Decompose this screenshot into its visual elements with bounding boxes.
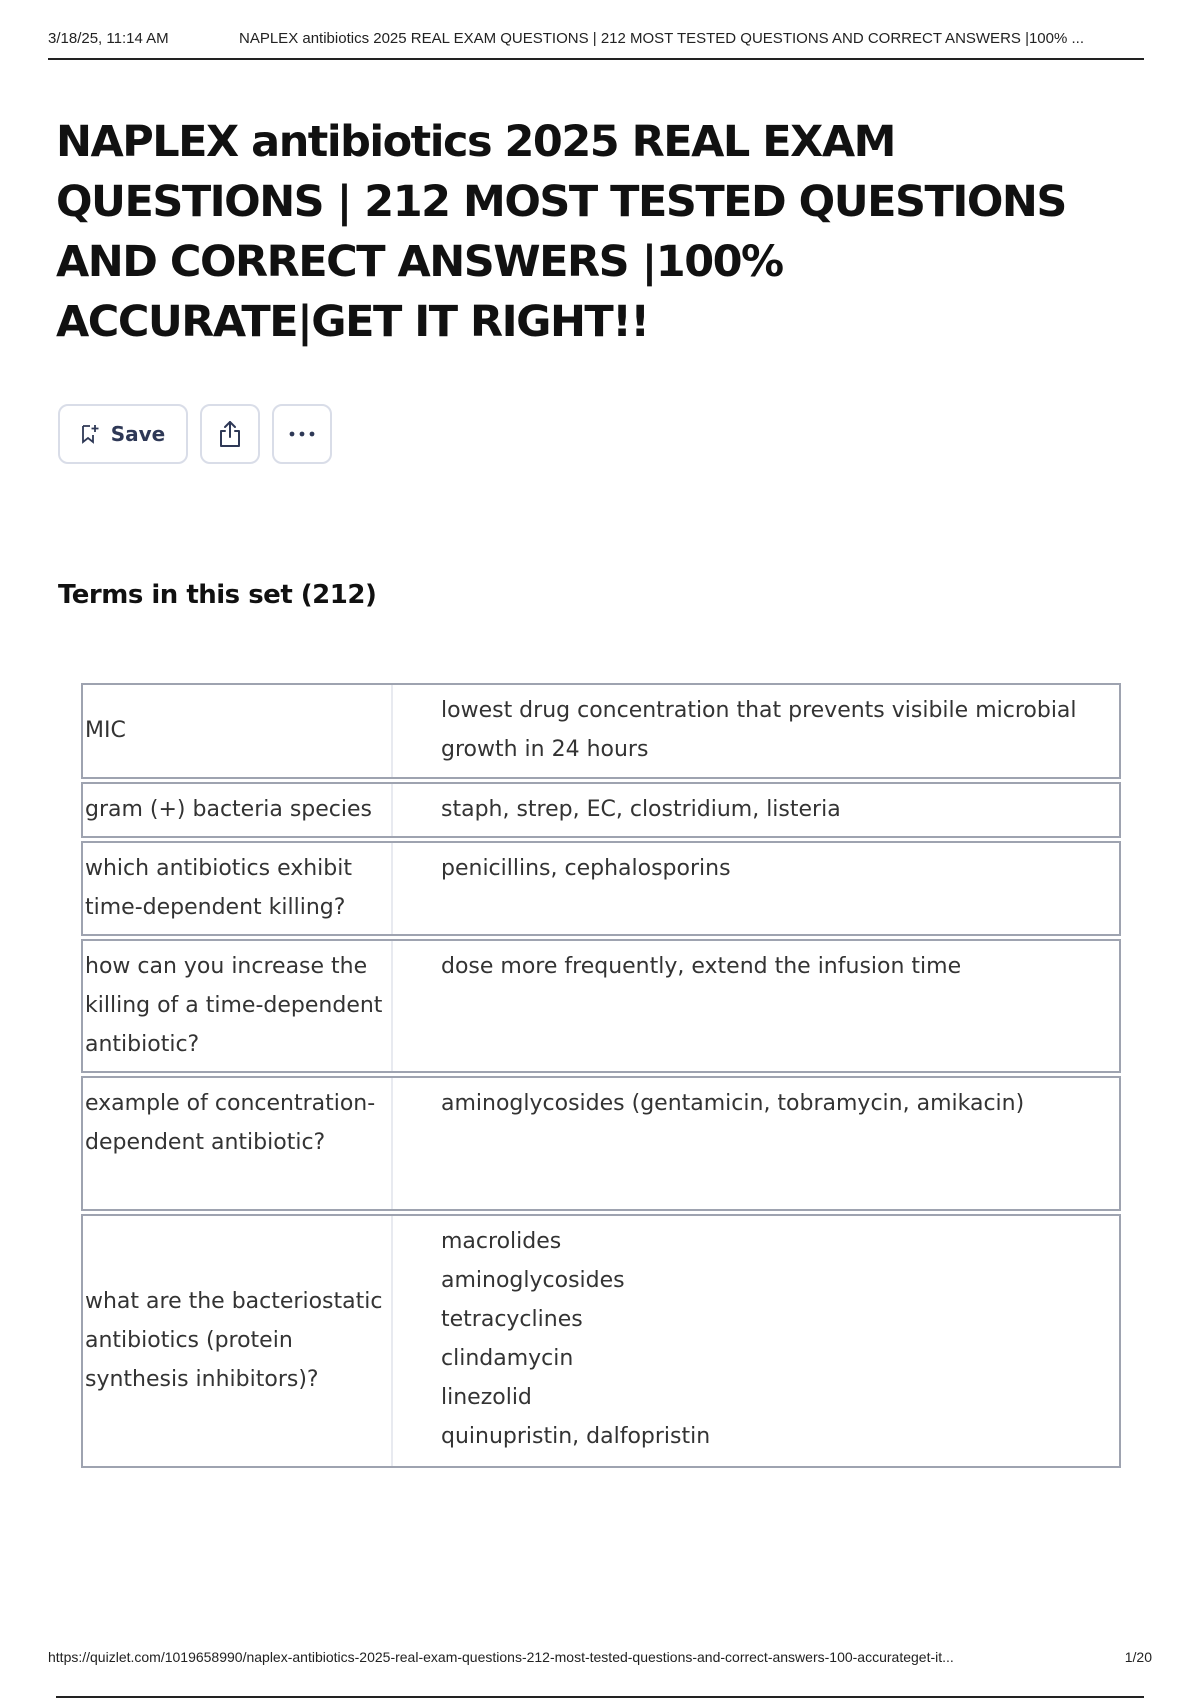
definition-line: dose more frequently, extend the infusion time — [441, 954, 962, 979]
definition-text — [393, 1078, 1119, 1209]
save-button-label: Save — [110, 422, 166, 446]
term-card — [81, 841, 1121, 936]
print-datetime: 3/18/25, 11:14 AM — [48, 30, 169, 47]
definition-line: penicillins, cephalosporins — [441, 856, 731, 881]
print-header — [48, 30, 1144, 60]
print-document-title: NAPLEX antibiotics 2025 REAL EXAM QUESTIONS | 212 MOST TESTED QUESTIONS AND CORRECT ANSWERS |100% ... — [239, 30, 1085, 47]
term-text: how can you increase the killing of a time-dependent antibiotic? — [83, 941, 393, 1071]
definition-line: quinupristin, dalfopristin — [441, 1424, 711, 1449]
save-button[interactable] — [58, 404, 188, 464]
term-text: MIC — [83, 685, 393, 777]
term-text: which antibiotics exhibit time-dependent killing? — [83, 843, 393, 934]
definition-line: clindamycin — [441, 1346, 574, 1371]
term-text: what are the bacteriostatic antibiotics (protein synthesis inhibitors)? — [83, 1216, 393, 1466]
definition-text — [393, 1216, 1119, 1466]
share-button[interactable] — [200, 404, 260, 464]
term-card — [81, 939, 1121, 1073]
term-card — [81, 1076, 1121, 1211]
definition-line: staph, strep, EC, clostridium, listeria — [441, 797, 841, 822]
terms-count-heading: Terms in this set (212) — [58, 580, 377, 610]
more-horizontal-icon — [289, 431, 315, 437]
definition-text — [393, 685, 1119, 777]
definition-line: lowest drug concentration that prevents visibile microbial growth in 24 hours — [441, 698, 1077, 762]
definition-line: linezolid — [441, 1385, 532, 1410]
print-url: https://quizlet.com/1019658990/naplex-antibiotics-2025-real-exam-questions-212-most-tested-questions-and-correct-answers-100-accurateget-it... — [48, 1649, 954, 1665]
term-card — [81, 782, 1121, 838]
set-actions-toolbar — [58, 404, 332, 464]
bookmark-add-icon — [81, 424, 99, 444]
print-page-number: 1/20 — [1124, 1649, 1152, 1665]
definition-text — [393, 784, 1119, 836]
footer-divider — [56, 1696, 1144, 1698]
definition-line: aminoglycosides (gentamicin, tobramycin, amikacin) — [441, 1091, 1025, 1116]
definition-text — [393, 941, 1119, 1071]
more-options-button[interactable] — [272, 404, 332, 464]
definition-text — [393, 843, 1119, 934]
term-text: gram (+) bacteria species — [83, 784, 393, 836]
definition-line: macrolides — [441, 1229, 562, 1254]
definition-line: aminoglycosides — [441, 1268, 625, 1293]
term-text: example of concentration-dependent antibiotic? — [83, 1078, 393, 1209]
terms-list — [81, 683, 1121, 1471]
page-title: NAPLEX antibiotics 2025 REAL EXAM QUESTIONS | 212 MOST TESTED QUESTIONS AND CORRECT ANSWERS |100% ACCURATE|GET IT RIGHT!! — [56, 117, 1066, 347]
share-icon — [217, 420, 243, 448]
term-card — [81, 1214, 1121, 1468]
term-card — [81, 683, 1121, 779]
definition-line: tetracyclines — [441, 1307, 583, 1332]
